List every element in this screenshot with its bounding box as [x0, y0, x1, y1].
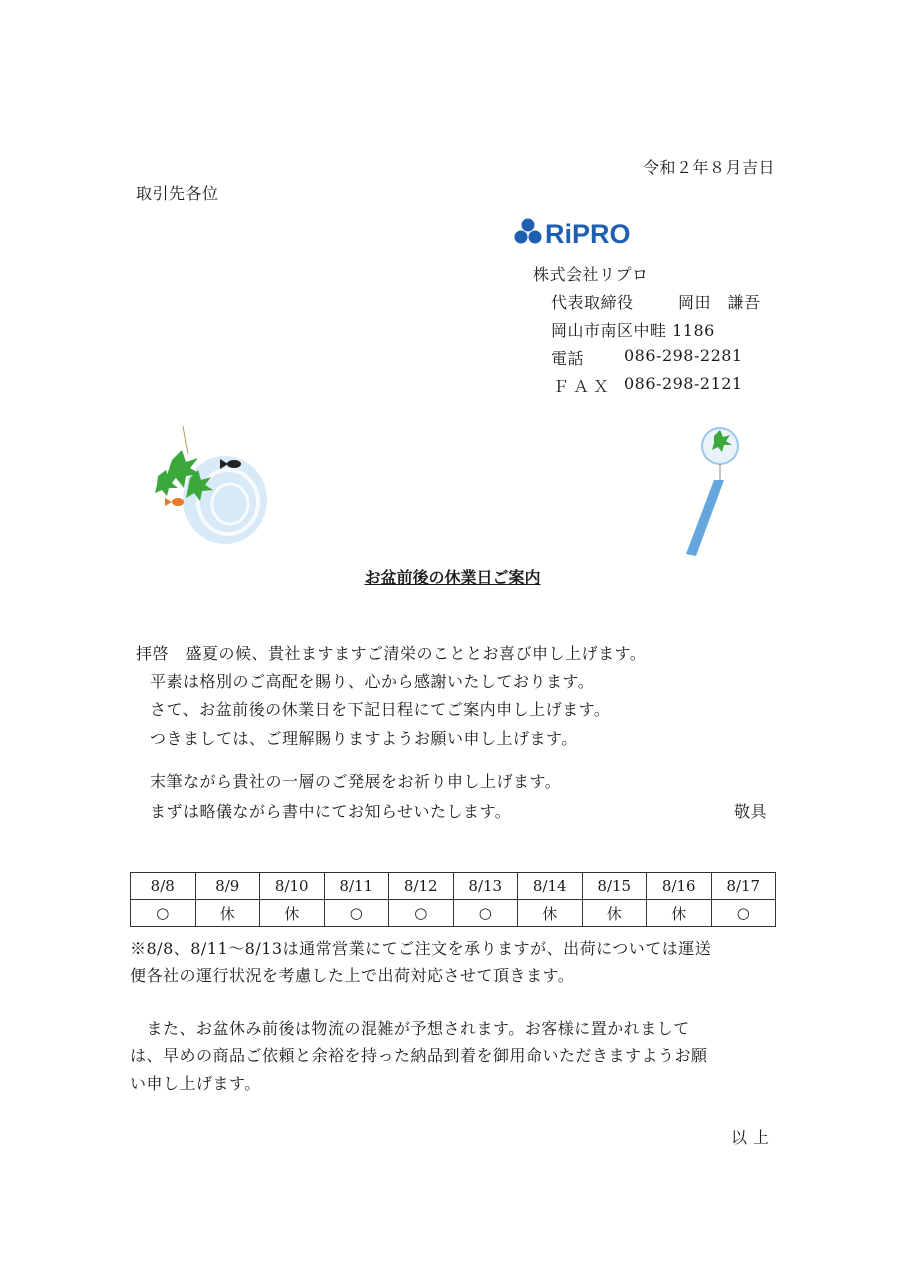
notice-title: お盆前後の休業日ご案内 — [364, 568, 541, 587]
svg-text:RiPRO: RiPRO — [545, 219, 631, 249]
company-address: 岡山市南区中畦 1186 — [551, 321, 715, 340]
status-cell: 休 — [582, 900, 647, 927]
date-cell: 8/17 — [711, 873, 776, 900]
status-row — [131, 900, 776, 927]
date-cell: 8/14 — [518, 873, 583, 900]
logistics-message-line: い申し上げます。 — [130, 1074, 261, 1093]
date-cell: 8/9 — [195, 873, 260, 900]
date-cell: 8/13 — [453, 873, 518, 900]
status-cell: 休 — [518, 900, 583, 927]
recipient: 取引先各位 — [136, 184, 219, 203]
phone-label: 電話 — [551, 349, 585, 368]
status-cell: 休 — [647, 900, 712, 927]
date-row — [131, 873, 776, 900]
status-cell: ○ — [453, 900, 518, 927]
logistics-message-line: は、早めの商品ご依頼と余裕を持った納品到着を御用命いただきますようお願 — [130, 1046, 708, 1065]
fax-number: 086-298-2121 — [624, 374, 743, 393]
company-logo — [514, 212, 644, 252]
representative-title: 代表取締役 — [551, 293, 634, 312]
status-cell: 休 — [195, 900, 260, 927]
wind-chime-illustration — [676, 420, 740, 560]
representative-name: 岡田 謙吾 — [678, 293, 761, 312]
date-cell: 8/8 — [131, 873, 196, 900]
body-line: まずは略儀ながら書中にてお知らせいたします。 — [150, 802, 512, 821]
closing-ijou: 以上 — [730, 1128, 775, 1147]
maple-leaves-goldfish-illustration — [150, 420, 270, 550]
date-cell: 8/16 — [647, 873, 712, 900]
date-cell: 8/10 — [260, 873, 325, 900]
status-cell: ○ — [131, 900, 196, 927]
phone-number: 086-298-2281 — [624, 346, 743, 365]
status-cell: 休 — [260, 900, 325, 927]
holiday-schedule-table — [130, 872, 776, 927]
body-line: 平素は格別のご高配を賜り、心から感謝いたしております。 — [150, 672, 595, 691]
status-cell: ○ — [324, 900, 389, 927]
status-cell: ○ — [711, 900, 776, 927]
body-line: さて、お盆前後の休業日を下記日程にてご案内申し上げます。 — [150, 700, 611, 719]
date-cell: 8/15 — [582, 873, 647, 900]
body-line: 末筆ながら貴社の一層のご発展をお祈り申し上げます。 — [150, 772, 562, 791]
shipping-note-line: 便各社の運行状況を考慮した上で出荷対応させて頂きます。 — [130, 966, 575, 985]
fax-label: ＦＡＸ — [553, 377, 614, 396]
greeting-line: 拝啓 盛夏の候、貴社ますますご清栄のこととお喜び申し上げます。 — [136, 644, 647, 663]
date-cell: 8/11 — [324, 873, 389, 900]
letter-date: 令和２年８月吉日 — [642, 158, 775, 177]
status-cell: ○ — [389, 900, 454, 927]
date-cell: 8/12 — [389, 873, 454, 900]
closing-keigu: 敬具 — [733, 802, 767, 821]
shipping-note-line: ※8/8、8/11～8/13は通常営業にてご注文を承りますが、出荷については運送 — [130, 939, 712, 958]
logistics-message-line: また、お盆休み前後は物流の混雑が予想されます。お客様に置かれまして — [130, 1019, 690, 1038]
body-line: つきましては、ご理解賜りますようお願い申し上げます。 — [150, 729, 578, 748]
company-name: 株式会社リプロ — [533, 265, 649, 284]
